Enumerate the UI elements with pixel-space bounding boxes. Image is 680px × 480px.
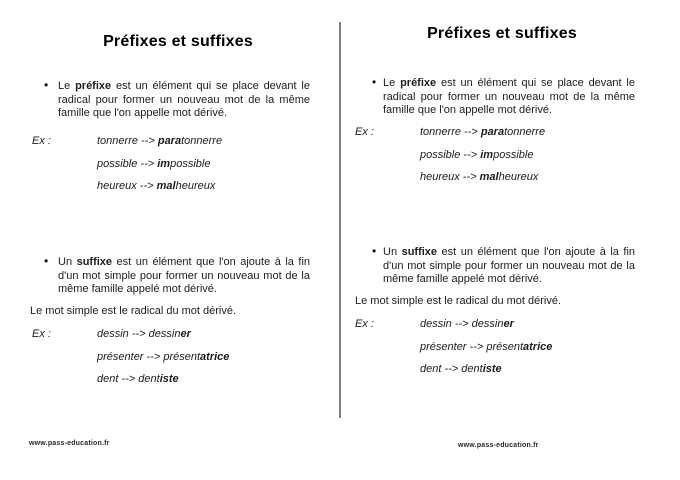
example-label: Ex : — [32, 135, 51, 147]
def-keyword: préfixe — [75, 80, 112, 92]
example-pre: dent --> dent — [420, 363, 483, 375]
example-label: Ex : — [355, 126, 374, 138]
prefix-examples-block — [355, 126, 660, 194]
def-lead: Un — [58, 256, 77, 268]
example-affix: atrice — [523, 340, 553, 353]
radical-note: Le mot simple est le radical du mot dérivé. — [355, 295, 562, 307]
example-affix: iste — [159, 373, 179, 385]
suffix-examples-block — [32, 328, 337, 396]
footer-url: www.pass-education.fr — [458, 442, 539, 449]
radical-note: Le mot simple est le radical du mot dérivé. — [30, 305, 237, 317]
example-pre: heureux --> — [420, 171, 480, 183]
example-line — [97, 351, 337, 365]
suffix-examples-list — [97, 328, 337, 387]
example-line — [420, 363, 660, 377]
suffix-definition — [44, 256, 310, 297]
example-affix: er — [180, 328, 191, 340]
example-affix: er — [503, 318, 514, 330]
example-pre: présenter --> présent — [420, 340, 524, 353]
suffix-examples-block — [355, 318, 660, 386]
suffix-examples-list — [420, 318, 660, 377]
prefix-examples-list — [97, 135, 337, 194]
suffix-definition-text — [58, 256, 310, 297]
example-post: tonnerre — [504, 126, 546, 138]
prefix-definition — [372, 77, 635, 118]
example-affix: mal — [156, 180, 176, 192]
example-post: heureux — [175, 180, 216, 192]
example-post: possible — [493, 148, 534, 161]
example-line — [97, 180, 337, 194]
example-pre: heureux --> — [97, 180, 157, 192]
example-affix: para — [157, 135, 182, 147]
prefix-definition-text — [383, 77, 635, 118]
def-rest: est un élément qui se place devant le radical pour former un nouveau mot de la même famille que l'on appelle mot dérivé. — [383, 77, 635, 116]
example-line — [420, 341, 660, 355]
example-line — [97, 158, 337, 172]
prefix-definition-text — [58, 80, 310, 121]
example-affix: mal — [479, 171, 499, 183]
example-line — [420, 318, 660, 332]
example-post: possible — [170, 157, 211, 170]
def-rest: est un élément qui se place devant le radical pour former un nouveau mot de la même famille que l'on appelle mot dérivé. — [58, 80, 310, 119]
example-label: Ex : — [355, 318, 374, 330]
def-keyword: suffixe — [401, 246, 438, 258]
example-pre: tonnerre --> — [420, 126, 481, 138]
def-lead: Le — [383, 77, 401, 89]
example-line — [420, 171, 660, 185]
footer-url: www.pass-education.fr — [29, 440, 110, 447]
def-rest: est un élément que l'on ajoute à la fin d'un mot simple pour former un nouveau mot de la même famille appelé mot dérivé. — [383, 246, 636, 285]
example-post: heureux — [498, 171, 539, 183]
page-title: Préfixes et suffixes — [103, 33, 253, 50]
worksheet-page-right — [340, 0, 680, 480]
def-lead: Le — [58, 80, 76, 92]
prefix-examples-list — [420, 126, 660, 185]
example-pre: tonnerre --> — [97, 135, 158, 147]
def-keyword: préfixe — [400, 77, 437, 89]
example-pre: présenter --> présent — [97, 350, 201, 363]
example-line — [97, 328, 337, 342]
example-affix: atrice — [200, 350, 230, 363]
example-pre: possible --> — [97, 157, 158, 170]
suffix-definition — [372, 246, 635, 287]
example-line — [97, 135, 337, 149]
example-pre: possible --> — [420, 148, 481, 161]
example-pre: dent --> dent — [97, 373, 160, 385]
prefix-definition — [44, 80, 310, 121]
example-pre: dessin --> dessin — [420, 318, 504, 330]
def-lead: Un — [383, 246, 402, 258]
page-title: Préfixes et suffixes — [427, 25, 577, 42]
example-affix: iste — [482, 363, 502, 375]
example-label: Ex : — [32, 328, 51, 340]
example-affix: im — [157, 157, 171, 170]
def-keyword: suffixe — [76, 256, 113, 268]
suffix-definition-text — [383, 246, 635, 287]
example-pre: dessin --> dessin — [97, 328, 181, 340]
example-line — [420, 149, 660, 163]
prefix-examples-block — [32, 135, 337, 203]
example-post: tonnerre — [181, 135, 223, 147]
example-affix: im — [480, 148, 494, 161]
def-rest: est un élément que l'on ajoute à la fin d'un mot simple pour former un nouveau mot de la même famille appelé mot dérivé. — [58, 256, 311, 295]
example-line — [420, 126, 660, 140]
example-line — [97, 373, 337, 387]
example-affix: para — [480, 126, 505, 138]
